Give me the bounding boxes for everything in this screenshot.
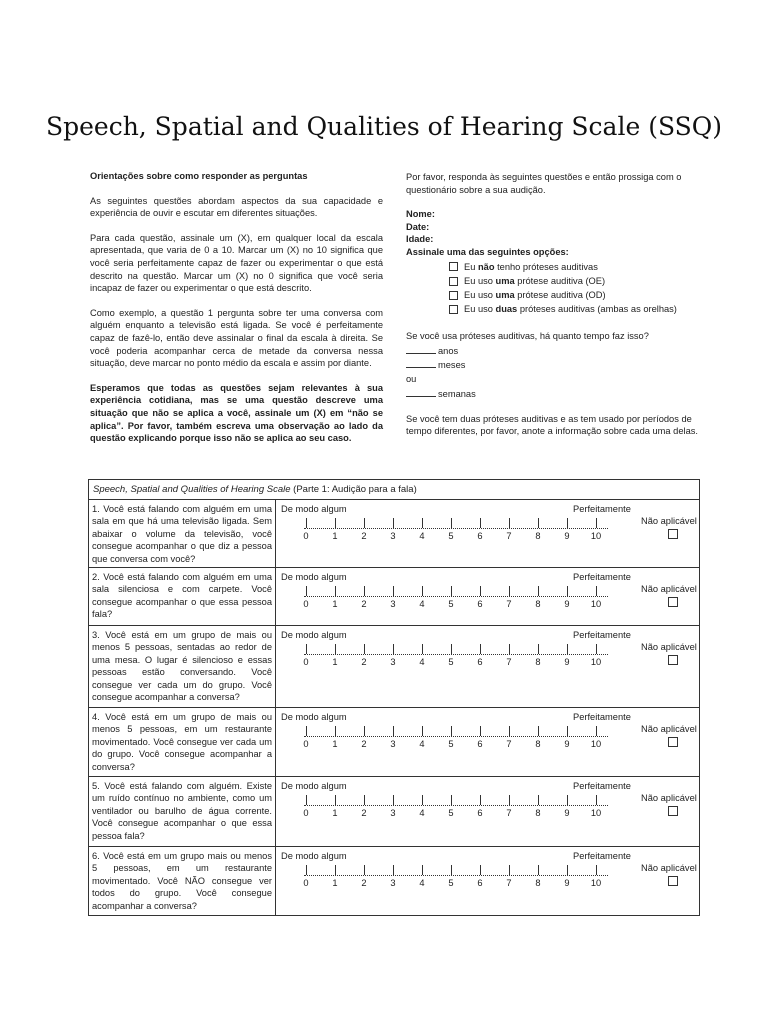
scale-tick[interactable] (480, 726, 481, 736)
scale-tick[interactable] (422, 726, 423, 736)
scale-number: 0 (303, 739, 309, 750)
scale-tick[interactable] (567, 865, 568, 875)
options-heading: Assinale uma das seguintes opções: (406, 246, 569, 257)
scale-number: 6 (477, 657, 483, 668)
scale-number: 6 (477, 531, 483, 541)
not-applicable-checkbox[interactable] (668, 876, 678, 886)
scale-tick[interactable] (393, 726, 394, 736)
scale-min-label: De modo algum (281, 712, 347, 723)
scale-number: 3 (390, 531, 396, 541)
not-applicable-checkbox[interactable] (668, 806, 678, 816)
scale-number: 10 (590, 739, 602, 750)
scale-tick[interactable] (422, 865, 423, 875)
checkbox-icon[interactable] (449, 305, 458, 314)
scale-tick[interactable] (596, 586, 597, 596)
scale-number: 2 (361, 878, 367, 889)
scale-max-label: Perfeitamente (573, 712, 631, 723)
months-field[interactable]: meses (406, 359, 700, 372)
scale-tick[interactable] (451, 726, 452, 736)
scale-number: 1 (332, 657, 338, 668)
scale-number: 7 (506, 739, 512, 750)
scale-number: 5 (448, 599, 454, 610)
instructions-column (90, 170, 383, 457)
two-aids-note: Se você tem duas próteses auditivas e as tem usado por períodos de tempo diferentes, por favor, anote a informação sobre cada uma delas. (406, 413, 698, 437)
scale-min-label: De modo algum (281, 851, 347, 862)
scale-tick[interactable] (364, 644, 365, 654)
years-field[interactable]: anos (406, 345, 700, 358)
scale-tick[interactable] (335, 586, 336, 596)
scale-tick[interactable] (335, 644, 336, 654)
table-header: Speech, Spatial and Qualities of Hearing Scale (Parte 1: Audição para a fala) (89, 480, 700, 500)
scale-tick[interactable] (596, 795, 597, 805)
scale-min-label: De modo algum (281, 504, 347, 514)
instructions-heading: Orientações sobre como responder as perguntas (90, 171, 308, 181)
not-applicable-checkbox[interactable] (668, 655, 678, 665)
scale-tick[interactable] (422, 518, 423, 528)
scale-tick[interactable] (509, 865, 510, 875)
scale-number: 10 (590, 878, 602, 889)
scale-number: 9 (564, 657, 570, 668)
scale-number: 1 (332, 808, 338, 819)
scale-number: 4 (419, 599, 425, 610)
hearing-aid-duration-question: Se você usa próteses auditivas, há quanto tempo faz isso? (406, 330, 649, 341)
scale-max-label: Perfeitamente (573, 630, 631, 641)
scale-number: 8 (535, 808, 541, 819)
scale-number: 4 (419, 878, 425, 889)
age-field[interactable]: Idade: (406, 234, 434, 245)
respondent-intro: Por favor, responda às seguintes questões e então prossiga com o questionário sobre a sua audição. (406, 172, 682, 195)
scale-tick[interactable] (364, 586, 365, 596)
scale-tick[interactable] (451, 795, 452, 805)
date-field[interactable]: Date: (406, 221, 430, 232)
or-label: ou (406, 373, 417, 384)
scale-ticks[interactable] (304, 516, 608, 529)
scale-number: 2 (361, 531, 367, 541)
scale-max-label: Perfeitamente (573, 504, 631, 514)
scale-tick[interactable] (451, 586, 452, 596)
scale-number: 0 (303, 599, 309, 610)
question-text: 1. Você está falando com alguém em uma sala em que há uma televisão ligada. Sem abaixar o volume da televisão, você consegue acompanhar o que diz a pessoa que conversa com você? (89, 500, 276, 568)
not-applicable-label: Não aplicável (641, 793, 697, 804)
scale-number: 9 (564, 531, 570, 541)
instructions-paragraph-2: Para cada questão, assinale um (X), em qualquer local da escala apresentada, que varia de 0 a 10. Marcar um (X) no 10 significa que você seria perfeitamente capaz de fazer ou experimentar o que está descrito na questão. Marcar um (X) no 0 significa que você seria incapaz de fazer ou experimentar o que está descrito. (90, 232, 383, 294)
scale-max-label: Perfeitamente (573, 572, 631, 583)
scale-number: 2 (361, 739, 367, 750)
scale-number: 0 (303, 657, 309, 668)
rating-scale[interactable] (276, 708, 700, 777)
scale-tick[interactable] (509, 644, 510, 654)
scale-tick[interactable] (393, 644, 394, 654)
hearing-aid-options (449, 261, 700, 316)
option-one-aid-right[interactable]: Eu uso uma prótese auditiva (OD) (449, 289, 700, 302)
scale-tick[interactable] (451, 644, 452, 654)
option-one-aid-left[interactable]: Eu uso uma prótese auditiva (OE) (449, 275, 700, 288)
scale-tick[interactable] (596, 865, 597, 875)
not-applicable-label: Não aplicável (641, 724, 697, 735)
checkbox-icon[interactable] (449, 291, 458, 300)
scale-number: 2 (361, 808, 367, 819)
scale-number: 10 (590, 808, 602, 819)
scale-tick[interactable] (567, 726, 568, 736)
scale-tick[interactable] (364, 518, 365, 528)
instructions-paragraph-4: Esperamos que todas as questões sejam relevantes à sua experiência cotidiana, mas se uma questão descreve uma situação que não se aplica a você, assinale um (X) em “não se aplica”. Por favor, também escreva uma observação ao lado da questão explicando porque isso não se aplica ao seu caso. (90, 382, 383, 444)
scale-tick[interactable] (364, 726, 365, 736)
scale-number: 10 (590, 657, 602, 668)
rating-scale[interactable] (276, 500, 700, 568)
scale-tick[interactable] (509, 518, 510, 528)
scale-number: 10 (590, 531, 602, 541)
question-row (89, 626, 700, 708)
scale-tick[interactable] (538, 518, 539, 528)
scale-tick[interactable] (335, 795, 336, 805)
question-text: 3. Você está em um grupo de mais ou menos 5 pessoas, sentadas ao redor de uma mesa. O lugar é silencioso e essas pessoas estão conversando. Você consegue ver cada um do grupo. Você consegue acompanhar a conversa? (89, 626, 276, 708)
scale-tick[interactable] (393, 865, 394, 875)
not-applicable-checkbox[interactable] (668, 529, 678, 539)
scale-number: 7 (506, 599, 512, 610)
question-row (89, 500, 700, 568)
scale-number: 6 (477, 739, 483, 750)
scale-number: 1 (332, 878, 338, 889)
scale-tick[interactable] (596, 518, 597, 528)
question-row (89, 847, 700, 916)
scale-tick[interactable] (480, 518, 481, 528)
scale-number: 1 (332, 739, 338, 750)
scale-tick[interactable] (306, 726, 307, 736)
scale-number: 5 (448, 531, 454, 541)
scale-tick[interactable] (306, 586, 307, 596)
rating-scale[interactable] (276, 777, 700, 847)
scale-number: 5 (448, 878, 454, 889)
scale-number: 2 (361, 599, 367, 610)
name-field[interactable]: Nome: (406, 209, 435, 220)
scale-tick[interactable] (422, 795, 423, 805)
not-applicable-checkbox[interactable] (668, 737, 678, 747)
not-applicable-checkbox[interactable] (668, 597, 678, 607)
question-text: 6. Você está em um grupo mais ou menos 5 pessoas, em um restaurante movimentado. Você NÃO consegue ver todos do grupo. Você consegue acompanhar a conversa? (89, 847, 276, 916)
scale-number: 6 (477, 878, 483, 889)
scale-number: 7 (506, 531, 512, 541)
scale-ticks[interactable] (304, 584, 608, 597)
scale-tick[interactable] (538, 726, 539, 736)
weeks-field[interactable]: semanas (406, 388, 700, 401)
scale-max-label: Perfeitamente (573, 851, 631, 862)
not-applicable-label: Não aplicável (641, 642, 697, 653)
scale-number: 9 (564, 808, 570, 819)
scale-tick[interactable] (335, 518, 336, 528)
scale-number: 4 (419, 657, 425, 668)
rating-scale[interactable] (276, 626, 700, 708)
question-row (89, 777, 700, 847)
scale-min-label: De modo algum (281, 781, 347, 792)
scale-number: 9 (564, 739, 570, 750)
scale-tick[interactable] (480, 865, 481, 875)
scale-tick[interactable] (538, 644, 539, 654)
question-row (89, 568, 700, 626)
scale-tick[interactable] (451, 865, 452, 875)
scale-number: 4 (419, 531, 425, 541)
scale-tick[interactable] (422, 586, 423, 596)
scale-number: 3 (390, 657, 396, 668)
scale-number: 9 (564, 599, 570, 610)
scale-tick[interactable] (393, 518, 394, 528)
scale-tick[interactable] (567, 795, 568, 805)
scale-ticks[interactable] (304, 642, 608, 655)
scale-number: 4 (419, 739, 425, 750)
scale-number: 0 (303, 878, 309, 889)
scale-number: 8 (535, 739, 541, 750)
ssq-part1-table (88, 479, 700, 916)
instructions-paragraph-1: As seguintes questões abordam aspectos da sua capacidade e experiência de ouvir e escutar em diferentes situações. (90, 195, 383, 219)
scale-number: 8 (535, 531, 541, 541)
rating-scale[interactable] (276, 568, 700, 626)
scale-number: 1 (332, 531, 338, 541)
scale-ticks[interactable] (304, 793, 608, 806)
scale-tick[interactable] (567, 518, 568, 528)
scale-number: 3 (390, 878, 396, 889)
option-no-hearing-aid[interactable]: Eu não tenho próteses auditivas (449, 261, 700, 274)
scale-tick[interactable] (509, 726, 510, 736)
scale-ticks[interactable] (304, 863, 608, 876)
scale-number: 6 (477, 808, 483, 819)
scale-number: 3 (390, 739, 396, 750)
scale-tick[interactable] (480, 586, 481, 596)
question-text: 5. Você está falando com alguém. Existe um ruído contínuo no ambiente, como um ventilador ou barulho de água corrente. Você consegue acompanhar o que essa pessoa fala? (89, 777, 276, 847)
scale-number: 9 (564, 878, 570, 889)
scale-number: 10 (590, 599, 602, 610)
scale-number: 5 (448, 739, 454, 750)
scale-number: 4 (419, 808, 425, 819)
scale-tick[interactable] (364, 865, 365, 875)
respondent-info-column (406, 171, 700, 450)
scale-tick[interactable] (538, 795, 539, 805)
not-applicable-label: Não aplicável (641, 516, 697, 526)
scale-tick[interactable] (509, 586, 510, 596)
scale-min-label: De modo algum (281, 572, 347, 583)
scale-number: 7 (506, 657, 512, 668)
instructions-paragraph-3: Como exemplo, a questão 1 pergunta sobre ter uma conversa com alguém enquanto a televisão está ligada. Se você é perfeitamente capaz de fazê-lo, então deve assinalar o final da escala à direita. Se você poderia acompanhar cerca de metade da conversa nessa situação, deve marcar no ponto médio da escala e assim por diante. (90, 307, 383, 369)
scale-number: 2 (361, 657, 367, 668)
scale-number: 5 (448, 657, 454, 668)
checkbox-icon[interactable] (449, 277, 458, 286)
scale-tick[interactable] (538, 865, 539, 875)
scale-tick[interactable] (393, 586, 394, 596)
scale-tick[interactable] (306, 865, 307, 875)
scale-number: 8 (535, 599, 541, 610)
scale-number: 3 (390, 599, 396, 610)
scale-min-label: De modo algum (281, 630, 347, 641)
checkbox-icon[interactable] (449, 262, 458, 271)
scale-tick[interactable] (567, 586, 568, 596)
scale-tick[interactable] (306, 518, 307, 528)
question-row (89, 708, 700, 777)
scale-number: 0 (303, 531, 309, 541)
scale-tick[interactable] (596, 644, 597, 654)
scale-number: 6 (477, 599, 483, 610)
scale-tick[interactable] (567, 644, 568, 654)
scale-tick[interactable] (335, 726, 336, 736)
scale-tick[interactable] (422, 644, 423, 654)
not-applicable-label: Não aplicável (641, 584, 697, 595)
scale-max-label: Perfeitamente (573, 781, 631, 792)
scale-tick[interactable] (538, 586, 539, 596)
scale-tick[interactable] (451, 518, 452, 528)
scale-tick[interactable] (480, 644, 481, 654)
scale-number: 8 (535, 657, 541, 668)
scale-number: 8 (535, 878, 541, 889)
scale-tick[interactable] (596, 726, 597, 736)
scale-tick[interactable] (480, 795, 481, 805)
scale-number: 7 (506, 808, 512, 819)
scale-tick[interactable] (335, 865, 336, 875)
question-text: 4. Você está em um grupo de mais ou menos 5 pessoas, em um restaurante movimentado. Você consegue ver cada um do grupo. Você consegue acompanhar a conversa? (89, 708, 276, 777)
scale-number: 7 (506, 878, 512, 889)
rating-scale[interactable] (276, 847, 700, 916)
option-two-aids[interactable]: Eu uso duas próteses auditivas (ambas as orelhas) (449, 303, 700, 316)
scale-tick[interactable] (364, 795, 365, 805)
page-title: Speech, Spatial and Qualities of Hearing Scale (SSQ) (45, 112, 723, 141)
scale-tick[interactable] (509, 795, 510, 805)
scale-number: 5 (448, 808, 454, 819)
scale-tick[interactable] (306, 795, 307, 805)
question-text: 2. Você está falando com alguém em uma sala silenciosa e com carpete. Você consegue acompanhar o que essa pessoa fala? (89, 568, 276, 626)
scale-ticks[interactable] (304, 724, 608, 737)
scale-number: 0 (303, 808, 309, 819)
scale-tick[interactable] (306, 644, 307, 654)
scale-number: 1 (332, 599, 338, 610)
scale-number: 3 (390, 808, 396, 819)
scale-tick[interactable] (393, 795, 394, 805)
not-applicable-label: Não aplicável (641, 863, 697, 874)
